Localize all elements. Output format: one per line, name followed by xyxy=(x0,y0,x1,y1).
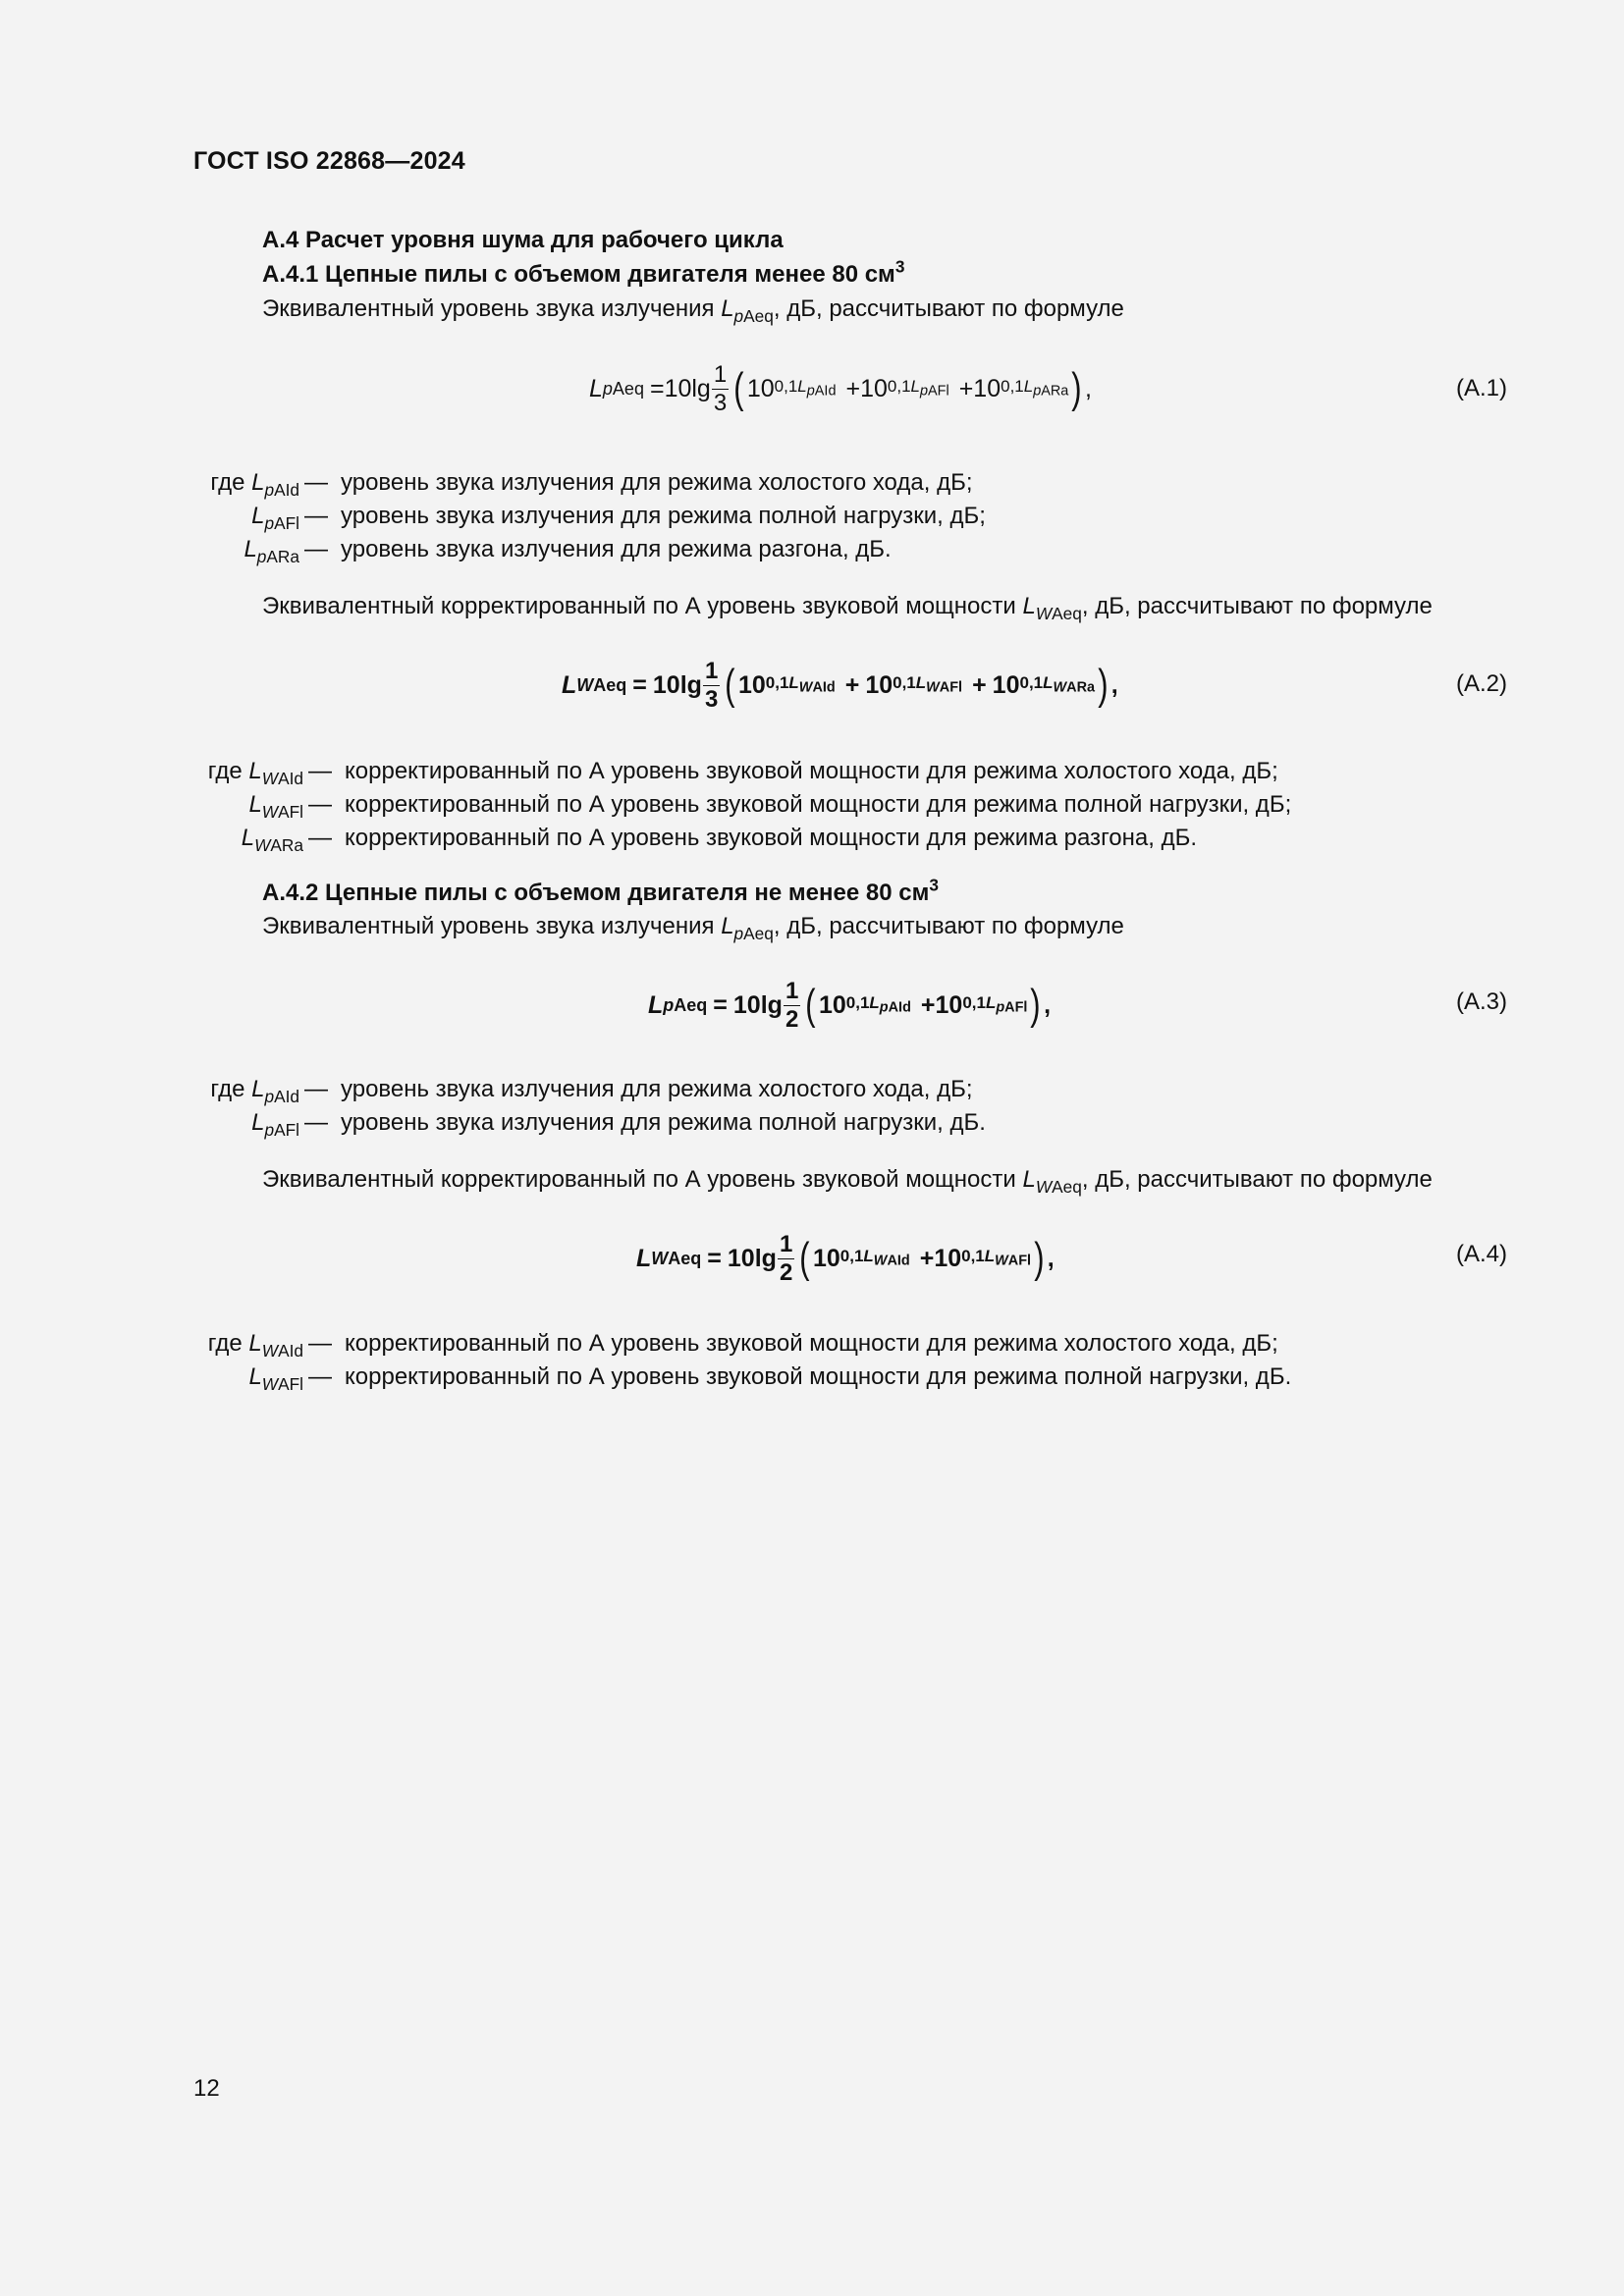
definition-row: $L_{pAFl}$ — уровень звука излучения для режима полной нагрузки, дБ. xyxy=(251,1109,986,1141)
definition-row: $L_{WAFl}$ — корректированный по А уровень звуковой мощности для режима полной нагрузки, дБ. xyxy=(248,1363,1292,1395)
definition-row: где $L_{pAId}$ — уровень звука излучения для режима холостого хода, дБ; xyxy=(210,469,973,501)
equation-number-a3: (А.3) xyxy=(1455,988,1507,1015)
fraction: $\frac{1}{3}$ xyxy=(704,657,719,713)
definition-row: $L_{WARa}$ — корректированный по А уровень звуковой мощности для режима разгона, дБ. xyxy=(241,825,1197,856)
heading-superscript: 3 xyxy=(894,256,905,277)
document-header: ГОСТ ISO 22868—2024 xyxy=(193,147,465,175)
paragraph-lwaeq-intro-2: Эквивалентный корректированный по А уровень звуковой мощности $L_{WAeq}$, дБ, рассчитывают по формуле xyxy=(262,1166,1433,1198)
formula-a1: L pAeq = 10lg $\frac{1}{3}$ ( 10 $0,1L_{pAId}$ + 10 $0,1L_{pAFl}$ + 10 $0,1L_{pARa}$ ) , xyxy=(589,360,1092,416)
fraction: $\frac{1}{2}$ xyxy=(779,1230,793,1286)
page-number: 12 xyxy=(193,2075,220,2102)
paragraph-lwaeq-intro: Эквивалентный корректированный по А уровень звуковой мощности $L_{WAeq}$, дБ, рассчитывают по формуле xyxy=(262,593,1433,624)
equation-number-a4: (А.4) xyxy=(1455,1241,1507,1267)
paragraph-lpaeq-intro-2: Эквивалентный уровень звука излучения $L_{pAeq}$, дБ, рассчитывают по формуле xyxy=(262,913,1124,944)
section-heading-a41 xyxy=(262,256,905,289)
definition-row: где $L_{WAId}$ — корректированный по А уровень звуковой мощности для режима холостого хода, дБ; xyxy=(207,758,1278,789)
heading-text: А.4.2 Цепные пилы с объемом двигателя не менее 80 см xyxy=(262,880,930,906)
equation-number-a2: (А.2) xyxy=(1455,670,1507,697)
formula-a3: L pAeq = 10lg $\frac{1}{2}$ ( 10 $0,1L_{pAId}$ + 10 $0,1L_{pAFl}$ ) , xyxy=(648,977,1052,1033)
fraction: $\frac{1}{2}$ xyxy=(785,977,799,1033)
definition-row: $L_{pAFl}$ — уровень звука излучения для режима полной нагрузки, дБ; xyxy=(251,503,986,534)
definition-row: $L_{WAFl}$ — корректированный по А уровень звуковой мощности для режима полной нагрузки, дБ; xyxy=(248,791,1292,823)
section-heading-a42 xyxy=(262,875,939,907)
definition-row: $L_{pARa}$ — уровень звука излучения для режима разгона, дБ. xyxy=(244,536,892,567)
formula-a2: L WAeq = 10lg $\frac{1}{3}$ ( 10 $0,1L_{WAId}$ + 10 $0,1L_{WAFl}$ + 10 $0,1L_{WARa}$ ) , xyxy=(562,657,1118,713)
definition-row: где $L_{pAId}$ — уровень звука излучения для режима холостого хода, дБ; xyxy=(210,1076,973,1107)
section-heading-a4: А.4 Расчет уровня шума для рабочего цикла xyxy=(262,227,784,253)
formula-a4: L WAeq = 10lg $\frac{1}{2}$ ( 10 $0,1L_{WAId}$ + 10 $0,1L_{WAFl}$ ) , xyxy=(636,1230,1055,1286)
heading-superscript: 3 xyxy=(929,875,939,895)
fraction: $\frac{1}{3}$ xyxy=(713,360,728,416)
definition-row: где $L_{WAId}$ — корректированный по А уровень звуковой мощности для режима холостого хода, дБ; xyxy=(207,1330,1278,1362)
equation-number-a1: (А.1) xyxy=(1455,375,1507,401)
heading-text: А.4.1 Цепные пилы с объемом двигателя менее 80 см xyxy=(262,261,895,288)
paragraph-lpaeq-intro: Эквивалентный уровень звука излучения $L_{pAeq}$, дБ, рассчитывают по формуле xyxy=(262,295,1124,327)
